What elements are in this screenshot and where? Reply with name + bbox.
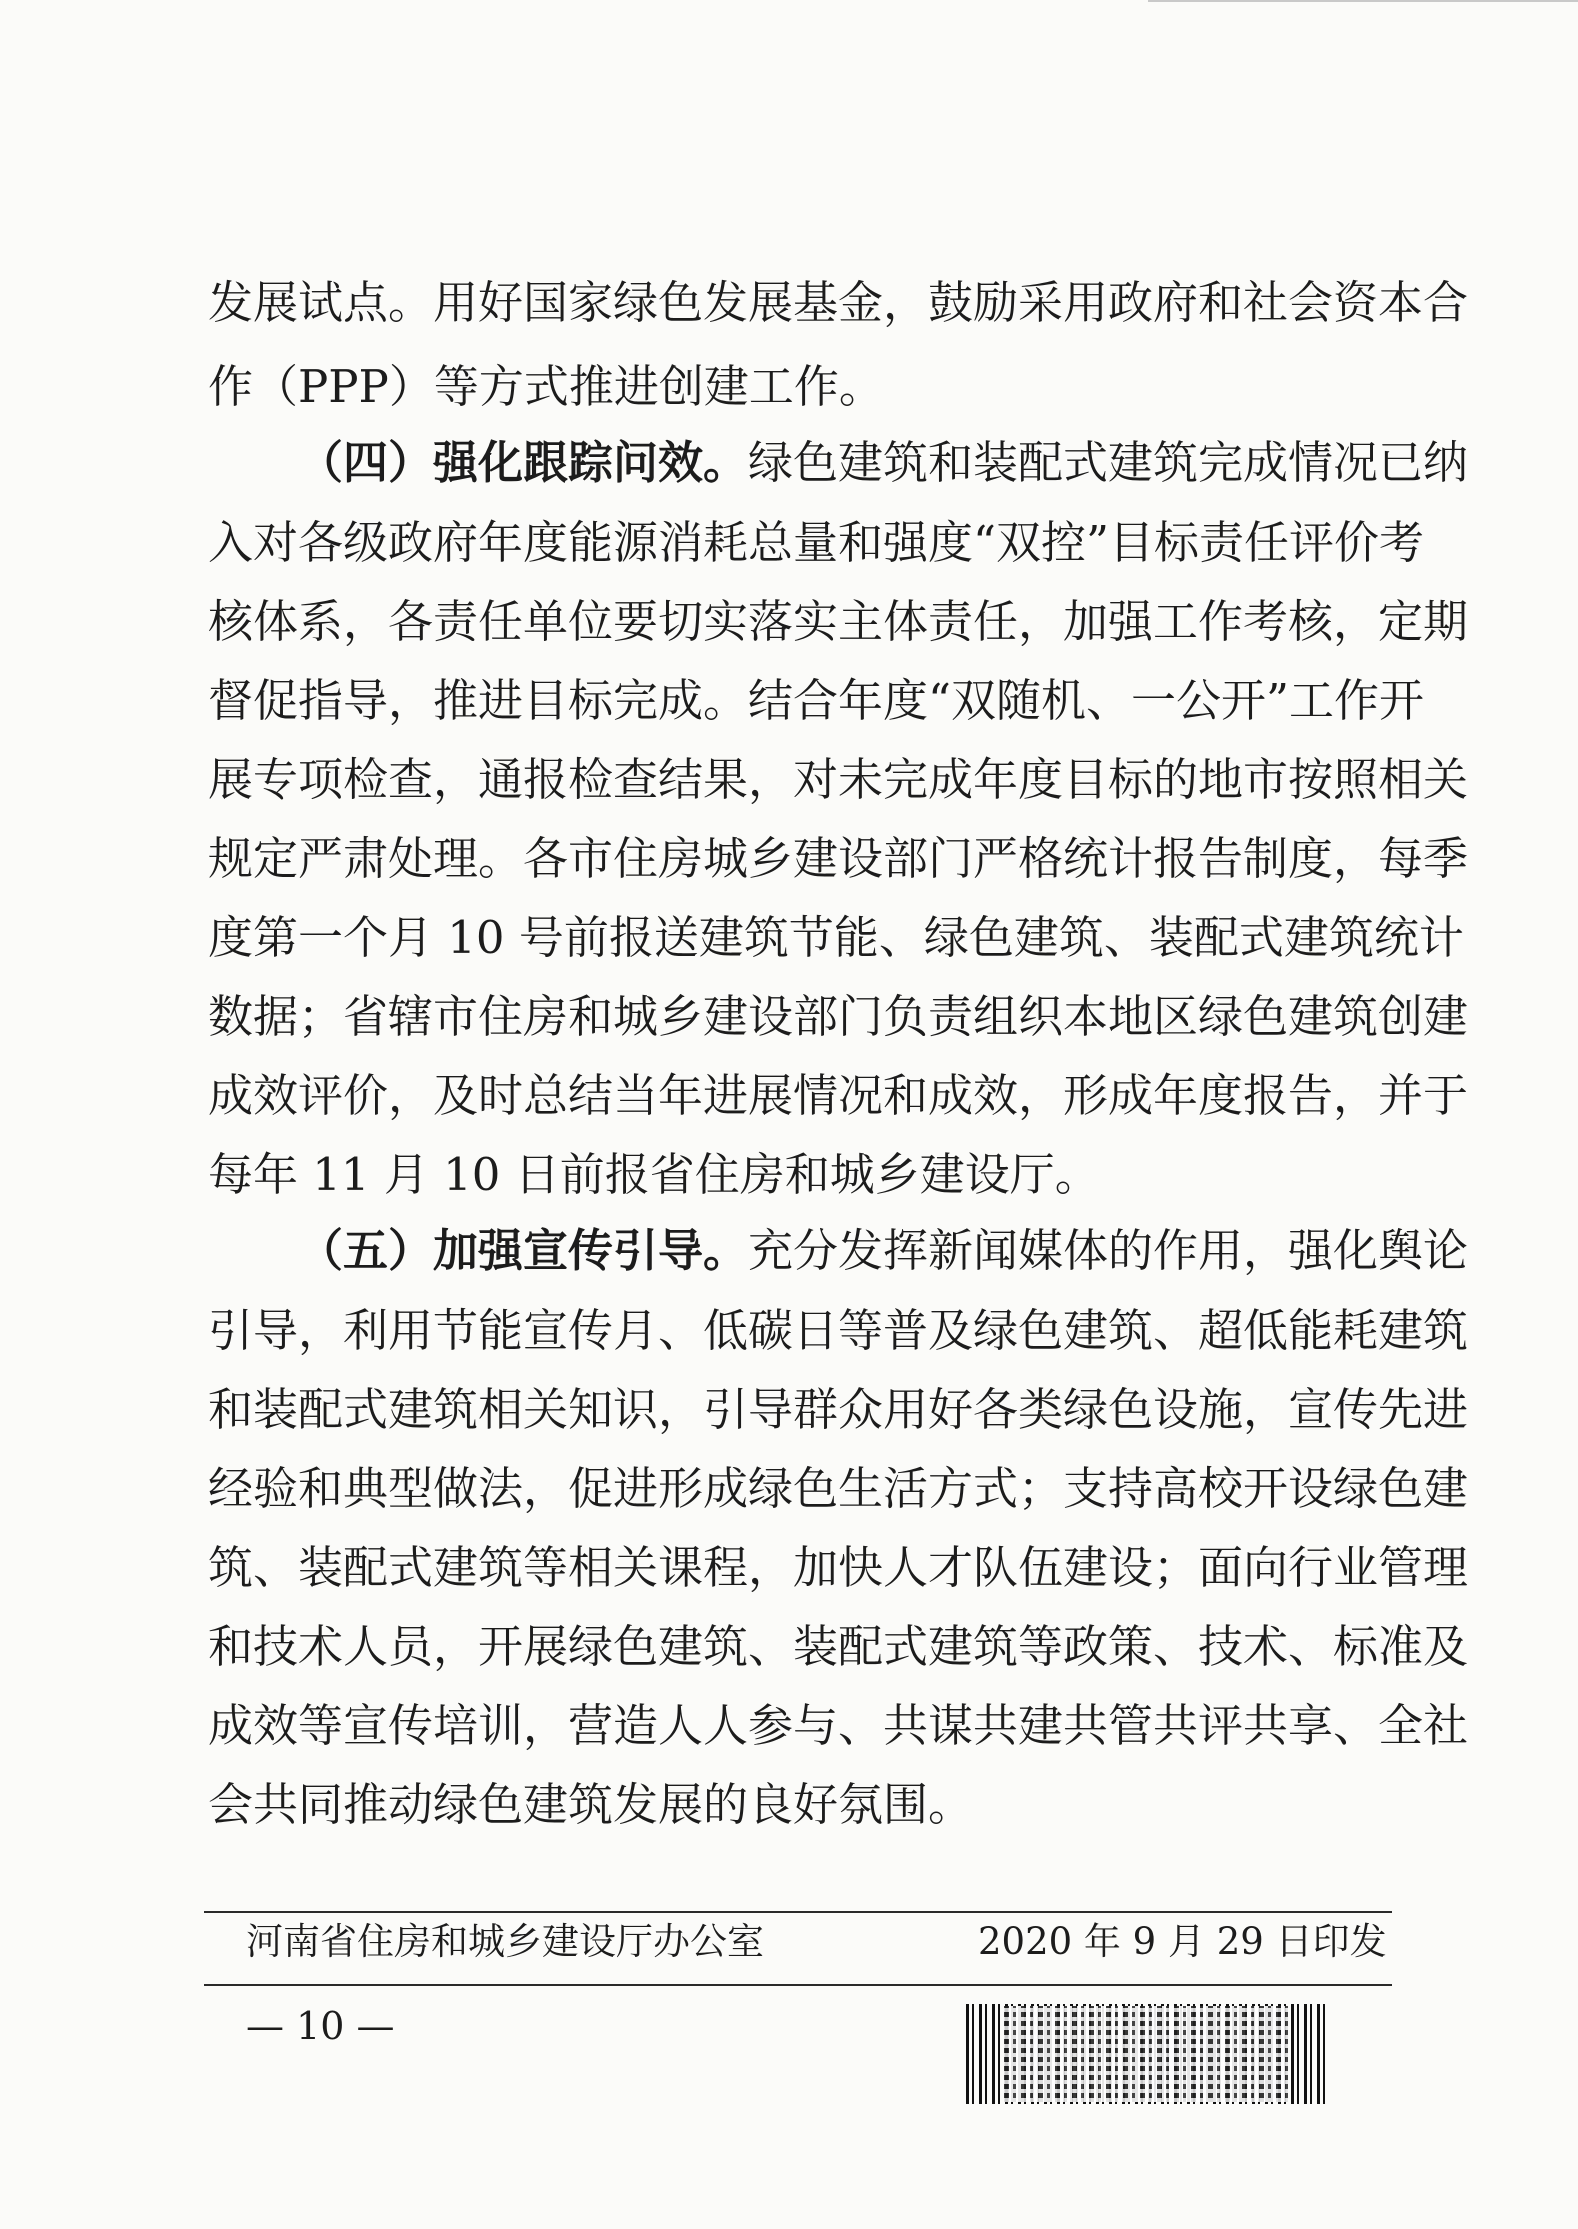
body-line: 督促指导，推进目标完成。结合年度“双随机、一公开”工作开 <box>208 674 1425 727</box>
body-line: 会共同推动绿色建筑发展的良好氛围。 <box>208 1778 974 1831</box>
section-four-heading: （四）强化跟踪问效。 <box>298 436 749 489</box>
body-line: 经验和典型做法，促进形成绿色生活方式；支持高校开设绿色建 <box>208 1462 1469 1515</box>
body-line: 入对各级政府年度能源消耗总量和强度“双控”目标责任评价考 <box>208 516 1425 569</box>
body-line: 数据；省辖市住房和城乡建设部门负责组织本地区绿色建筑创建 <box>208 990 1469 1043</box>
section-four-first-line <box>298 436 1469 489</box>
body-line: 引导，利用节能宣传月、低碳日等普及绿色建筑、超低能耗建筑 <box>208 1304 1469 1357</box>
section-four-first-line-text: 绿色建筑和装配式建筑完成情况已纳 <box>748 436 1469 489</box>
body-line: 作（PPP）等方式推进创建工作。 <box>208 360 884 413</box>
footer-bottom-rule <box>204 1984 1392 1986</box>
footer-top-rule <box>204 1911 1392 1913</box>
body-line: 和技术人员，开展绿色建筑、装配式建筑等政策、技术、标准及 <box>208 1620 1469 1673</box>
footer-date: 2020 年 9 月 29 日印发 <box>978 1920 1387 1963</box>
body-line: 核体系，各责任单位要切实落实主体责任，加强工作考核，定期 <box>208 595 1469 648</box>
body-line: 和装配式建筑相关知识，引导群众用好各类绿色设施，宣传先进 <box>208 1383 1469 1436</box>
footer-issuer: 河南省住房和城乡建设厅办公室 <box>246 1920 764 1963</box>
body-line: 展专项检查，通报检查结果，对未完成年度目标的地市按照相关 <box>208 753 1469 806</box>
section-five-heading: （五）加强宣传引导。 <box>298 1224 749 1277</box>
page-number: — 10 — <box>246 2004 395 2048</box>
barcode-icon <box>966 2004 1326 2104</box>
body-line: 发展试点。用好国家绿色发展基金，鼓励采用政府和社会资本合 <box>208 276 1469 329</box>
scan-edge-mark <box>1148 0 1578 2</box>
section-five-first-line-text: 充分发挥新闻媒体的作用，强化舆论 <box>748 1224 1469 1277</box>
section-five-first-line <box>298 1224 1469 1277</box>
body-line: 成效等宣传培训，营造人人参与、共谋共建共管共评共享、全社 <box>208 1699 1469 1752</box>
body-line: 每年 11 月 10 日前报省住房和城乡建设厅。 <box>208 1148 1100 1201</box>
body-line: 规定严肃处理。各市住房城乡建设部门严格统计报告制度，每季 <box>208 832 1469 885</box>
body-line: 度第一个月 10 号前报送建筑节能、绿色建筑、装配式建筑统计 <box>208 911 1464 964</box>
body-line: 筑、装配式建筑等相关课程，加快人才队伍建设；面向行业管理 <box>208 1541 1469 1594</box>
qr-code-icon <box>1004 2006 1288 2102</box>
body-line: 成效评价，及时总结当年进展情况和成效，形成年度报告，并于 <box>208 1069 1469 1122</box>
